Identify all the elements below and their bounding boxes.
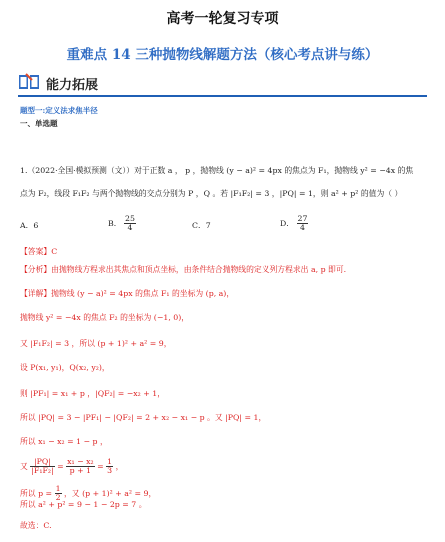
analysis-text: 【分析】由抛物线方程求出其焦点和顶点坐标，由条件结合抛物线的定义列方程求出 a, p 即可.	[20, 265, 347, 274]
single-choice-heading: 一、单选题	[20, 119, 58, 128]
step7-fraction-2-denominator: p + 1	[69, 465, 92, 475]
option-d-denominator: 4	[300, 222, 305, 232]
question-type-title: 题型一:定义法求焦半径	[20, 106, 98, 115]
solution-step-1: 抛物线 y² = −4x 的焦点 F₂ 的坐标为 (−1, 0)，	[20, 313, 190, 322]
solution-step-6: 所以 x₁ − x₂ = 1 − p ，	[20, 437, 108, 446]
step7-fraction-1-denominator: |F₁F₂|	[31, 465, 54, 475]
solution-step-2: 又 |F₁F₂| = 3 ，所以 (p + 1)² + a² = 9，	[20, 339, 172, 348]
option-b-label: B．	[108, 218, 122, 228]
option-a: A．6	[20, 221, 39, 230]
option-d	[280, 215, 308, 232]
solution-step-5: 所以 |PQ| = 3 − |PF₁| − |QF₂| = 2 + x₂ − x₁ − p 。又 |PQ| = 1，	[20, 413, 267, 422]
options-row	[20, 215, 420, 237]
option-b-numerator: 25	[125, 214, 135, 223]
step7-equals-1: =	[57, 461, 67, 471]
step7-equals-2: =	[97, 461, 107, 471]
solution-step-4: 则 |PF₁| = x₁ + p ，|QF₂| = −x₂ + 1，	[20, 389, 166, 398]
answer-label: 【答案】	[20, 247, 52, 256]
option-b	[108, 215, 136, 232]
solution-step-9: 所以 a² + p² = 9 − 1 − 2p = 7 。	[20, 500, 147, 509]
option-d-numerator: 27	[297, 214, 308, 223]
step8-fraction-numerator: 1	[55, 484, 61, 493]
question-line-2: 点为 F₂，线段 F₁F₂ 与两个抛物线的交点分别为 P ，Q 。若 |F₁F₂| = 3 ，|PQ| = 1，则 a² + p² 的值为（ ）	[20, 189, 403, 198]
conclusion-text: 故选：C.	[20, 521, 52, 530]
solution-step-7	[20, 458, 123, 475]
document-subtitle: 重难点 14 三种抛物线解题方法（核心考点讲与练）	[66, 47, 379, 63]
document-title: 高考一轮复习专项	[166, 11, 279, 27]
option-b-fraction	[124, 215, 136, 232]
option-d-fraction	[297, 215, 309, 232]
detail-text: 【详解】抛物线 (y − a)² = 4px 的焦点 F₁ 的坐标为 (p, a)，	[20, 289, 235, 298]
step7-fraction-3	[106, 458, 113, 475]
step7-fraction-2-numerator: x₁ − x₂	[67, 457, 94, 466]
step7-prefix: 又	[20, 461, 28, 471]
option-b-denominator: 4	[127, 222, 133, 232]
answer-line	[20, 246, 57, 257]
step8-fraction-denominator: 2	[55, 492, 61, 502]
step7-fraction-1-numerator: |PQ|	[30, 458, 54, 467]
option-c: C．7	[192, 221, 211, 230]
step7-fraction-3-denominator: 3	[107, 465, 113, 475]
section-title: 能力拓展	[46, 78, 99, 93]
step7-fraction-3-numerator: 1	[107, 457, 113, 466]
section-divider	[18, 95, 427, 97]
book-icon	[18, 72, 40, 92]
step8-suffix: ，又 (p + 1)² + a² = 9，	[64, 488, 157, 498]
question-line-1: 1.（2022·全国·模拟预测（文））对于正数 a ， p ，抛物线 (y − a)² = 4px 的焦点为 F₁，抛物线 y² = −4x 的焦	[20, 166, 414, 175]
step7-fraction-1	[30, 458, 54, 475]
option-d-label: D．	[280, 218, 295, 228]
step7-suffix: ，	[115, 461, 124, 471]
solution-step-3: 设 P(x₁, y₁)，Q(x₂, y₂)，	[20, 363, 110, 372]
step7-fraction-2	[66, 458, 95, 475]
answer-value: C	[51, 247, 58, 256]
step8-prefix: 所以 p =	[20, 488, 55, 498]
